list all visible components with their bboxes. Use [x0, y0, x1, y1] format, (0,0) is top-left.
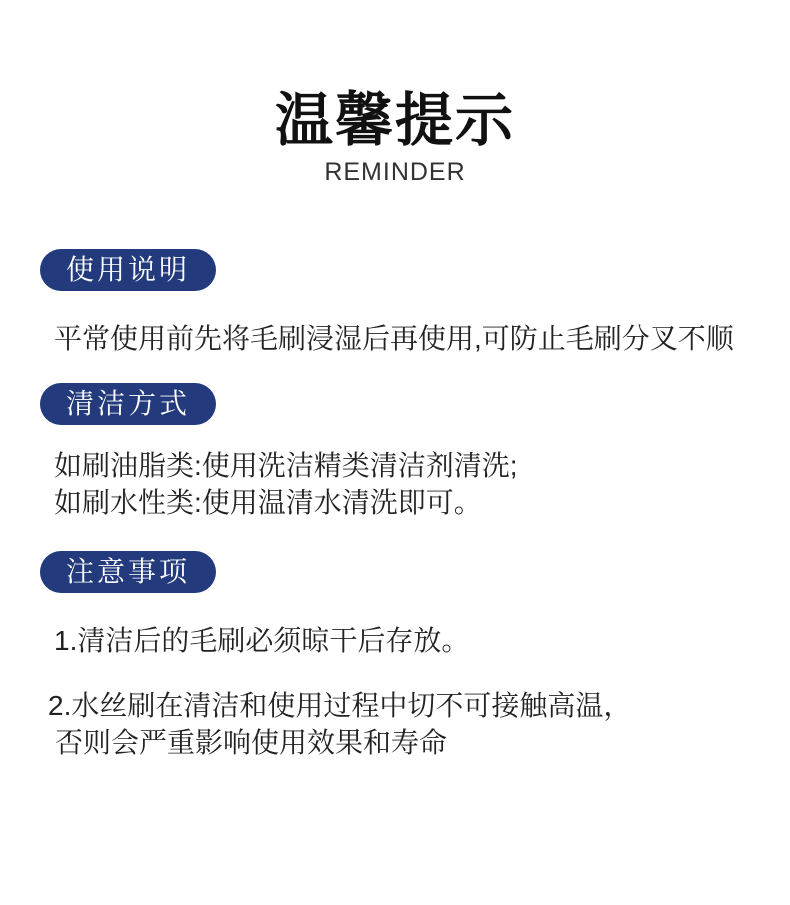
precaution-note-2	[48, 687, 750, 761]
content	[0, 249, 790, 761]
usage-badge: 使用说明	[40, 249, 216, 291]
usage-text: 平常使用前先将毛刷浸湿后再使用,可防止毛刷分叉不顺	[54, 322, 734, 354]
cleaning-badge: 清洁方式	[40, 383, 216, 425]
section-cleaning	[40, 359, 750, 521]
section-usage	[40, 249, 750, 359]
precautions-badge: 注意事项	[40, 551, 216, 593]
page-title: 温馨提示	[274, 88, 515, 153]
cleaning-line-2: 如刷水性类:使用温清水清洗即可。	[54, 486, 482, 518]
page-subtitle: REMINDER	[324, 157, 466, 186]
cleaning-text	[54, 447, 750, 521]
precaution-note-2-line-2: 否则会严重影响使用效果和寿命	[55, 726, 448, 758]
cleaning-line-1: 如刷油脂类:使用洗洁精类清洁剂清洗;	[54, 449, 518, 481]
precaution-note-1: 1.清洁后的毛刷必须晾干后存放。	[54, 624, 470, 656]
section-precautions	[40, 521, 750, 761]
precaution-note-2-line-1: 2.水丝刷在清洁和使用过程中切不可接触高温，	[48, 689, 632, 721]
